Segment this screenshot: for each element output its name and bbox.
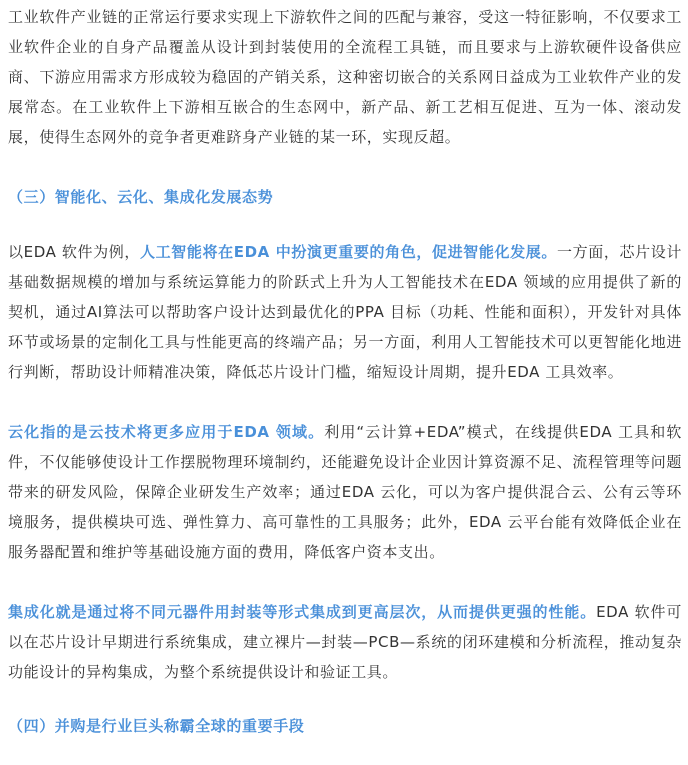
paragraph-cloud-rest: 利用“云计算+EDA”模式，在线提供EDA 工具和软件，不仅能够使设计工作摆脱物理环境制约，还能避免设计企业因计算资源不足、流程管理等问题带来的研发风险，保障企业研发生产效率；通过EDA 云化，可以为客户提供混合云、公有云等环境服务，提供模块可选、弹性算力、高可靠性的工具服务；此外，EDA 云平台能有效降低企业在服务器配置和维护等基础设施方面的费用，降低客户资本支出。: [8, 423, 682, 561]
section-heading-3: （三）智能化、云化、集成化发展态势: [8, 188, 274, 206]
paragraph-ecosystem: 工业软件产业链的正常运行要求实现上下游软件之间的匹配与兼容，受这一特征影响，不仅要求工业软件企业的自身产品覆盖从设计到封装使用的全流程工具链，而且要求与上游软硬件设备供应商、下游应用需求方形成较为稳固的产销关系，这种密切嵌合的关系网日益成为工业软件产业的发展常态。在工业软件上下游相互嵌合的生态网中，新产品、新工艺相互促进、互为一体、滚动发展，使得生态网外的竞争者更难跻身产业链的某一环，实现反超。: [8, 8, 682, 146]
paragraph-integration: [8, 597, 682, 687]
paragraph-integration-highlight: 集成化就是通过将不同元器件用封装等形式集成到更高层次，从而提供更强的性能。: [8, 603, 597, 621]
paragraph-integration-rest: EDA 软件可以在芯片设计早期进行系统集成，建立裸片—封装—PCB—系统的闭环建模和分析流程，推动复杂功能设计的异构集成，为整个系统提供设计和验证工具。: [8, 603, 682, 681]
paragraph-intelligence-highlight: 人工智能将在EDA 中扮演更重要的角色，促进智能化发展。: [139, 243, 557, 261]
paragraph-intelligence: [8, 237, 682, 387]
paragraph-cloud-highlight: 云化指的是云技术将更多应用于EDA 领域。: [8, 423, 325, 441]
paragraph-intelligence-lead: 以EDA 软件为例，: [8, 243, 140, 261]
article-body: [0, 2, 688, 741]
paragraph-cloud: [8, 417, 682, 567]
section-heading-4: （四）并购是行业巨头称霸全球的重要手段: [8, 717, 305, 735]
paragraph-intelligence-rest: 一方面，芯片设计基础数据规模的增加与系统运算能力的阶跃式上升为人工智能技术在EDA 领域的应用提供了新的契机，通过AI算法可以帮助客户设计达到最优化的PPA 目标（功耗、性能和面积），开发针对具体环节或场景的定制化工具与性能更高的终端产品；另一方面，利用人工智能技术可以更智能化地进行判断，帮助设计师精准决策，降低芯片设计门槛，缩短设计周期，提升EDA 工具效率。: [8, 243, 682, 381]
